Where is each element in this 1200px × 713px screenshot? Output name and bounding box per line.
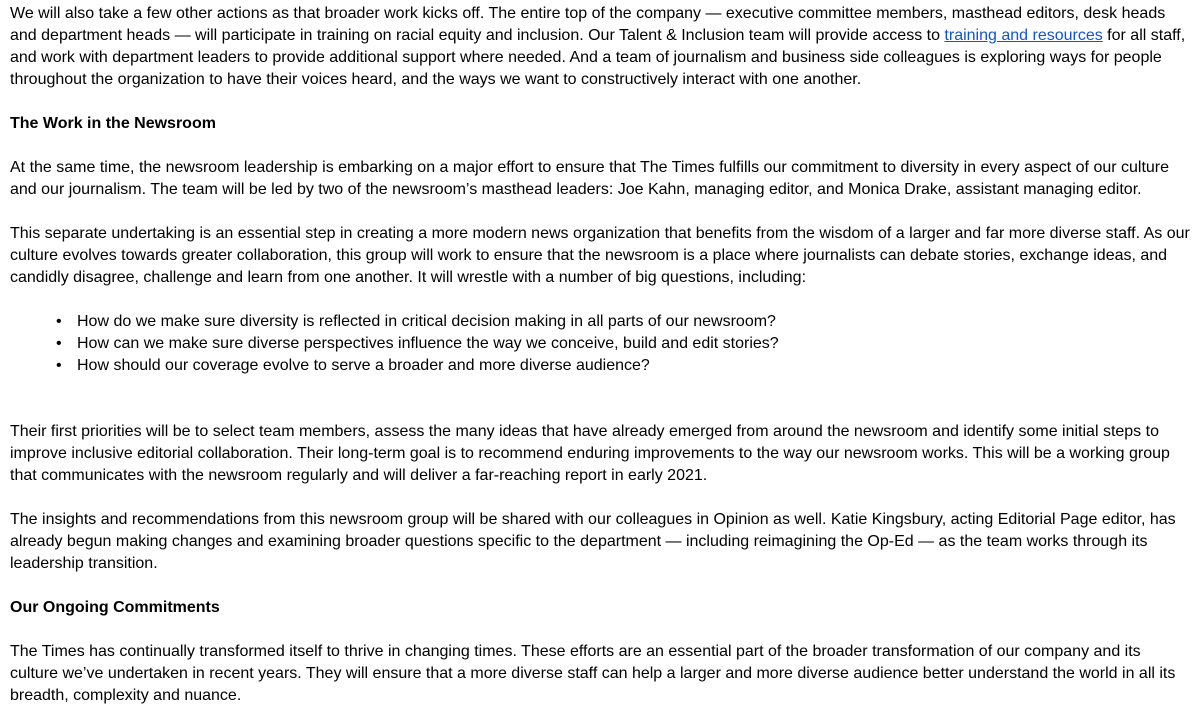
paragraph-insights-opinion: The insights and recommendations from this newsroom group will be shared with our colleagues in Opinion as well. Katie Kingsbury, acting Editorial Page editor, has already begun making changes and examining broader questions specific to the department — including reimagining the Op-Ed — as the team works through its leadership transition. [10, 511, 1176, 572]
bullet-icon: • [56, 313, 62, 330]
heading-work-in-newsroom: The Work in the Newsroom [10, 115, 216, 132]
paragraph-newsroom-leadership: At the same time, the newsroom leadership is embarking on a major effort to ensure that The Times fulfills our commitment to diversity in every aspect of our culture and our journalism. The team will be led by two of the newsroom’s masthead leaders: Joe Kahn, managing editor, and Monica Drake, assistant managing editor. [10, 159, 1170, 198]
paragraph-actions-text-start: We will also take a few other actions as that broader work kicks off. The entire top of the company — executive committee members, masthead editors, desk heads and department heads — will participate in training on racial equity and inclusion. Our Talent & Inclusion team will provide access to [10, 5, 1166, 44]
heading-ongoing-commitments: Our Ongoing Commitments [10, 599, 220, 616]
list-item [56, 355, 1192, 377]
paragraph-times-transformed: The Times has continually transformed itself to thrive in changing times. These efforts are an essential part of the broader transformation of our company and its culture we’ve undertaken in recent years. They will ensure that a more diverse staff can help a larger and more diverse audience better understand the world in all its breadth, complexity and nuance. [10, 643, 1176, 704]
paragraph-actions [10, 3, 1192, 91]
bullet-icon: • [56, 335, 62, 352]
bullet-icon: • [56, 357, 62, 374]
paragraph-actions-text-end: for all staff, and work with department leaders to provide additional support where needed. And a team of journalism and business side colleagues is exploring ways for people throughout the organization to have their voices heard, and the ways we want to constructively interact with one another. [10, 27, 1186, 88]
questions-list [10, 311, 1192, 377]
list-item-text: How should our coverage evolve to serve a broader and more diverse audience? [77, 357, 650, 374]
blank-line [10, 399, 1192, 421]
list-item [56, 333, 1192, 355]
list-item-text: How do we make sure diversity is reflected in critical decision making in all parts of our newsroom? [77, 313, 776, 330]
paragraph-separate-undertaking: This separate undertaking is an essential step in creating a more modern news organization that benefits from the wisdom of a larger and far more diverse staff. As our culture evolves towards greater collaboration, this group will work to ensure that the newsroom is a place where journalists can debate stories, exchange ideas, and candidly disagree, challenge and learn from one another. It will wrestle with a number of big questions, including: [10, 225, 1190, 286]
list-item-text: How can we make sure diverse perspectives influence the way we conceive, build and edit stories? [77, 335, 779, 352]
training-resources-link[interactable]: training and resources [944, 27, 1103, 44]
list-item [56, 311, 1192, 333]
paragraph-first-priorities: Their first priorities will be to select team members, assess the many ideas that have already emerged from around the newsroom and identify some initial steps to improve inclusive editorial collaboration. Their long-term goal is to recommend enduring improvements to the way our newsroom works. This will be a working group that communicates with the newsroom regularly and will deliver a far-reaching report in early 2021. [10, 423, 1170, 484]
